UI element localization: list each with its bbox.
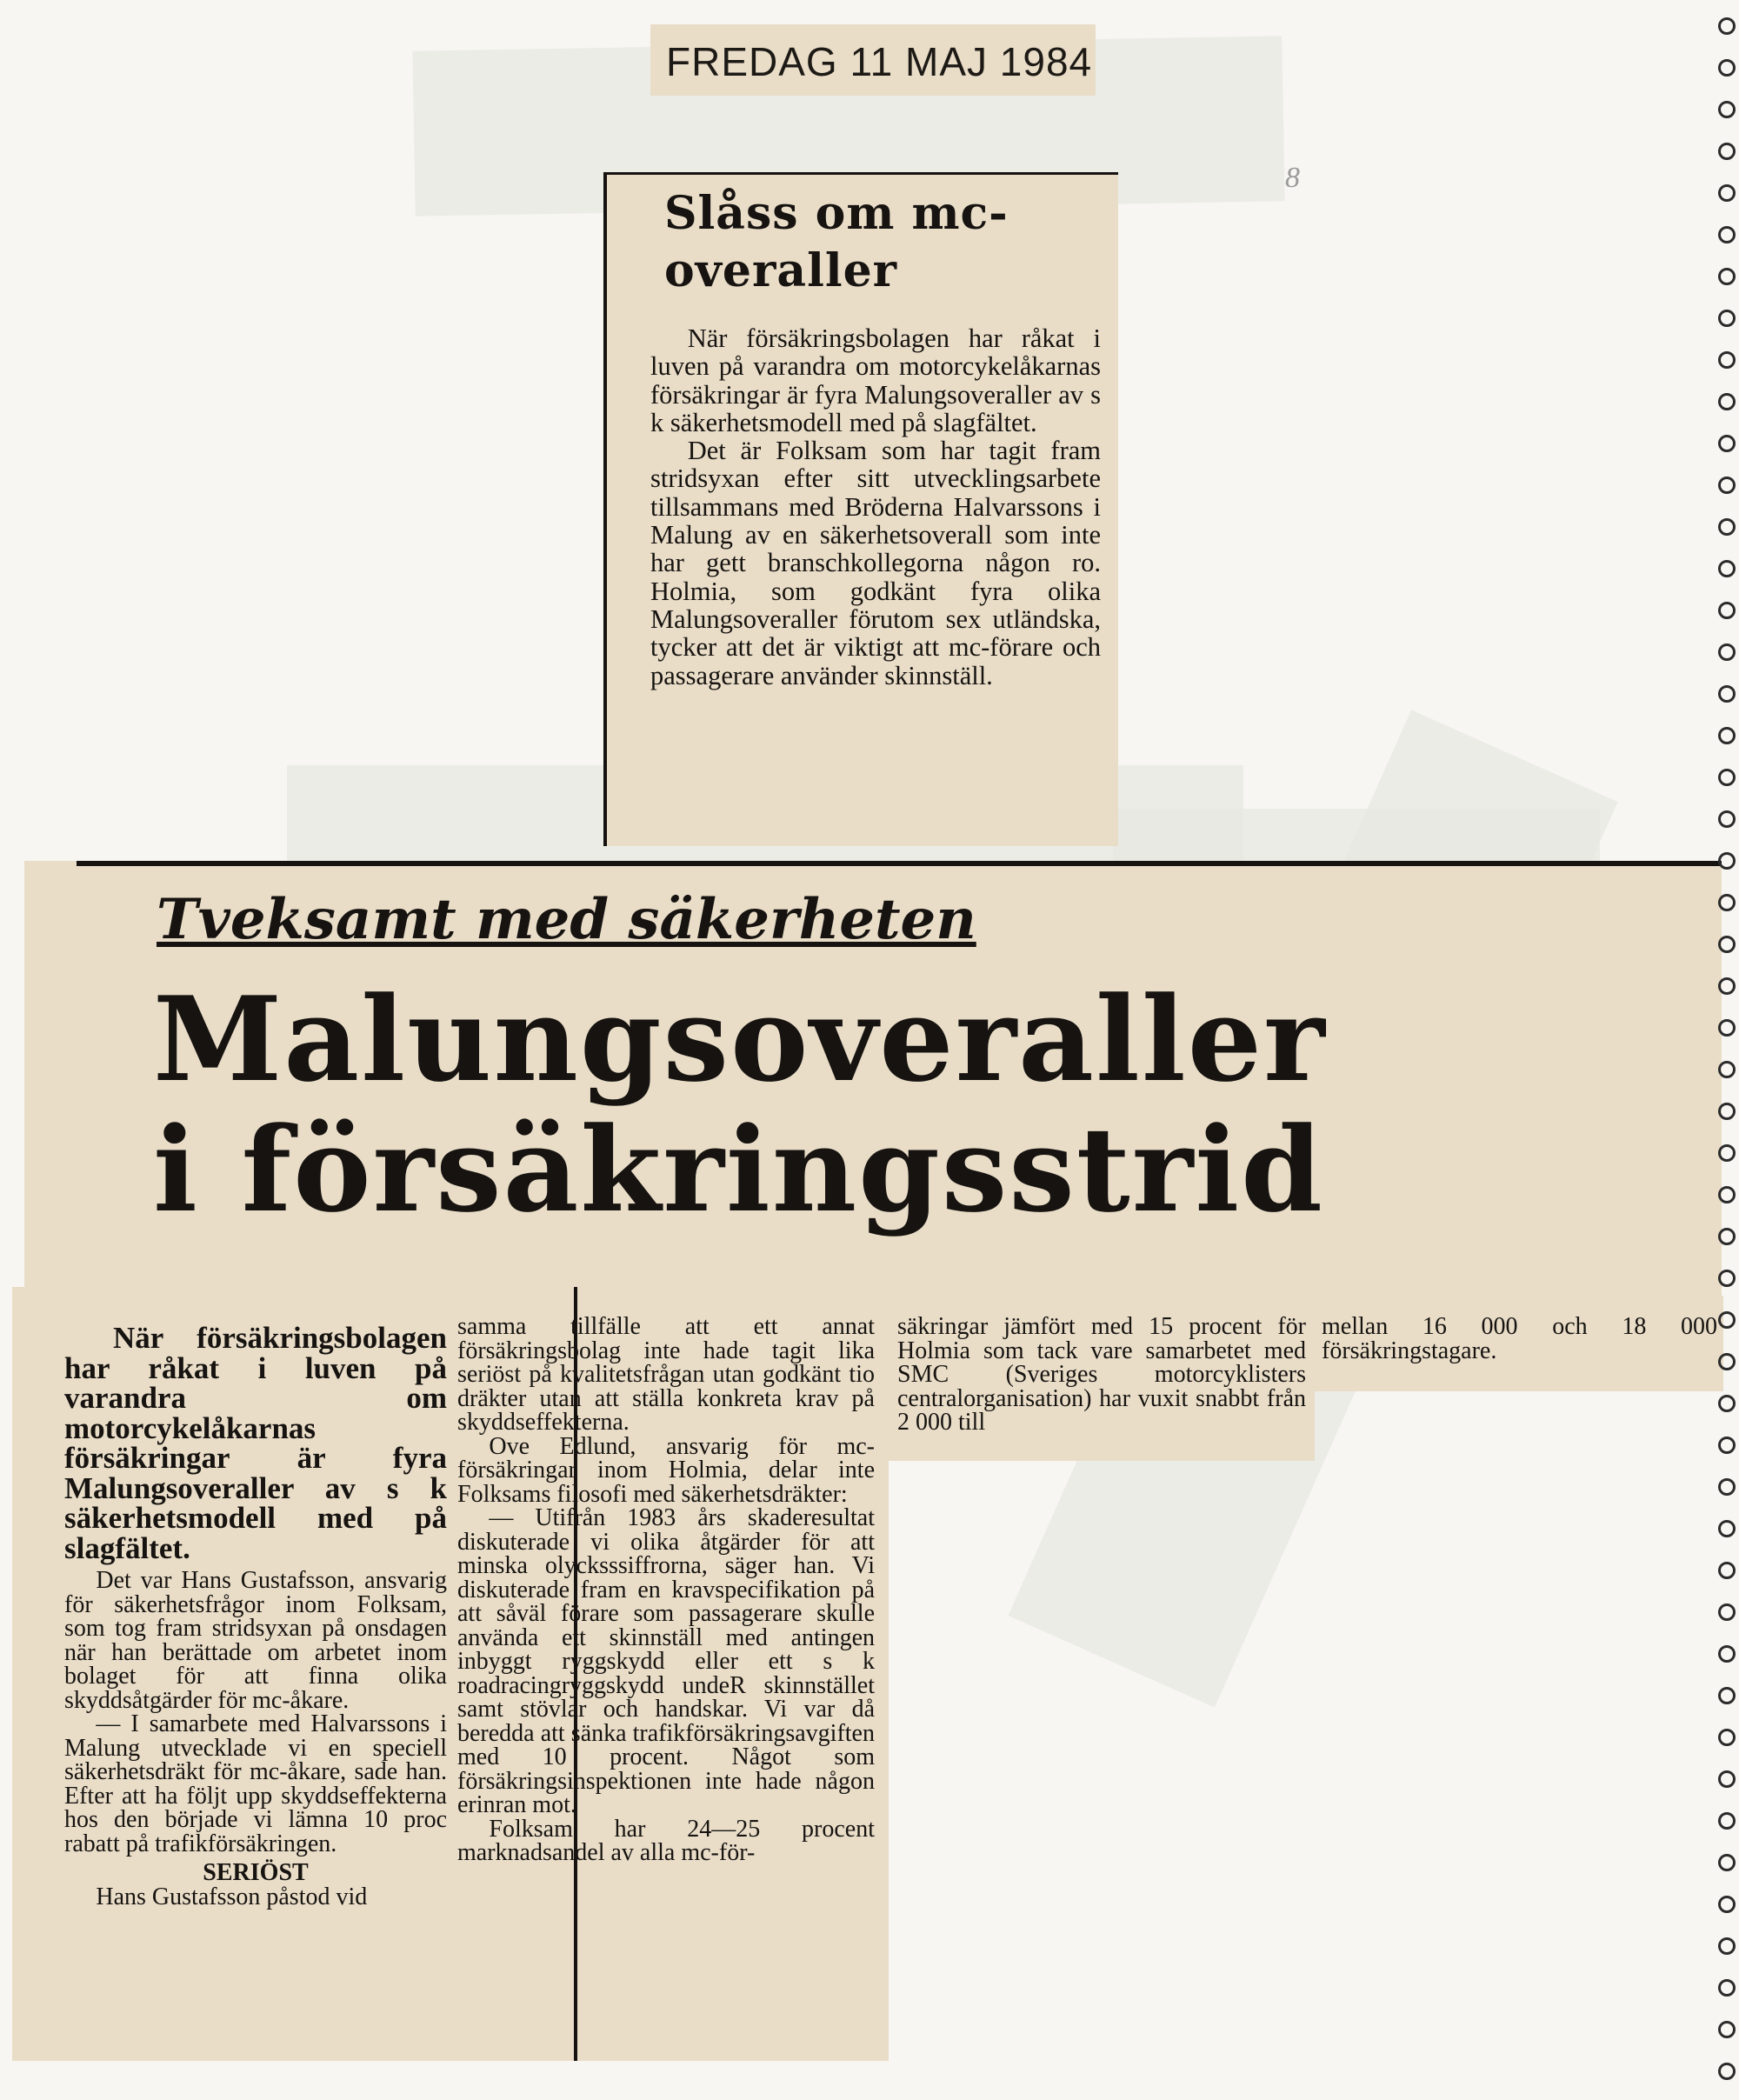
upper-article-clipping	[603, 172, 1118, 846]
binding-ring	[1718, 1311, 1736, 1329]
binding-ring	[1718, 1979, 1736, 1997]
binding-ring	[1718, 184, 1736, 202]
binding-ring	[1718, 936, 1736, 953]
binding-ring	[1718, 268, 1736, 285]
upper-article-paragraph: Det är Folksam som har tagit fram stridsyxan efter sitt utvecklingsarbete tillsammans med Bröderna Halvarssons i Malung av en säkerhetsoverall som inte har gett branschkollegorna någon ro. Holmia, som godkänt fyra olika Malungsoveraller förutom sex utländska, tycker att det är viktigt att mc-förare och passagerare använder skinnställ.	[650, 436, 1101, 690]
body-paragraph: — Utifrån 1983 års skaderesultat diskuterade vi olika åtgärder för att minska olycksssiffrorna, säger han. Vi diskuterade fram en kravspecifikation på att såväl förare som passagerare skulle använda ett skinnställ med antingen inbyggt ryggskydd eller ett s k roadracingryggskydd undeR skinnstället samt stövlar och handskar. Vi var då beredda att sänka trafikförsäkringsavgiften med 10 procent. Något som försäkringsinspektionen inte hade någon erinran mot.	[457, 1504, 875, 1818]
body-paragraph: Det var Hans Gustafsson, ansvarig för säkerhetsfrågor inom Folksam, som tog fram stridsyxan på onsdagen när han berättade om arbetet inom bolaget för att finna olika skyddsåtgärder för mc-åkare.	[64, 1567, 447, 1714]
binding-ring	[1718, 894, 1736, 911]
binding-ring	[1718, 1645, 1736, 1663]
upper-article-headline: Slåss om mc-overaller	[664, 187, 1009, 297]
binding-ring	[1718, 602, 1736, 619]
column-3	[897, 1315, 1306, 1435]
binding-ring	[1718, 2021, 1736, 2038]
binding-ring	[1718, 1562, 1736, 1579]
binding-ring	[1718, 477, 1736, 494]
binding-ring	[1718, 1603, 1736, 1621]
main-article-kicker: Tveksamt med säkerheten	[157, 887, 976, 952]
body-paragraph: säkringar jämfört med 15 procent för Holmia som tack vare samarbetet med SMC (Sveriges motorcyklisters centralorganisation) har vuxit snabbt från 2 000 till	[897, 1313, 1306, 1436]
binding-ring	[1718, 226, 1736, 243]
binding-ring	[1718, 1437, 1736, 1454]
binding-ring	[1718, 1937, 1736, 1955]
main-article-headline-clipping	[24, 861, 1722, 1296]
binding-ring	[1718, 435, 1736, 452]
binding-ring	[1718, 393, 1736, 410]
binding-ring	[1718, 1520, 1736, 1537]
binding-ring	[1718, 560, 1736, 577]
binding-ring	[1718, 1478, 1736, 1496]
binding-ring	[1718, 1186, 1736, 1203]
upper-article-paragraph: När försäkringsbolagen har råkat i luven på varandra om motorcykelåkarnas försäkringar är fyra Malungsoveraller av s k säkerhetsmodell med på slagfältet.	[650, 323, 1101, 437]
top-rule	[77, 861, 1722, 866]
binding-ring	[1718, 1770, 1736, 1788]
binding-ring	[1718, 685, 1736, 703]
publication-date: FREDAG 11 MAJ 1984	[666, 39, 1093, 84]
spiral-binding	[1713, 0, 1739, 2100]
main-article-headline	[153, 970, 1327, 1238]
binding-ring	[1718, 2063, 1736, 2080]
headline-line-2: i försäkringsstrid	[153, 1101, 1324, 1238]
binding-ring	[1718, 977, 1736, 995]
column-4	[1322, 1315, 1717, 1363]
headline-line-1: Malungsoveraller	[153, 970, 1327, 1108]
binding-ring	[1718, 101, 1736, 118]
main-article-columns	[12, 1287, 889, 2061]
binding-ring	[1718, 727, 1736, 744]
binding-ring	[1718, 1729, 1736, 1746]
binding-ring	[1718, 1228, 1736, 1245]
binding-ring	[1718, 852, 1736, 870]
binding-ring	[1718, 1812, 1736, 1830]
binding-ring	[1718, 1353, 1736, 1370]
subheading: SERIÖST	[203, 1859, 309, 1886]
binding-ring	[1718, 1061, 1736, 1078]
upper-article-body	[650, 324, 1101, 690]
binding-ring	[1718, 810, 1736, 828]
binding-ring	[1718, 1395, 1736, 1412]
binding-ring	[1718, 310, 1736, 327]
binding-ring	[1718, 1854, 1736, 1871]
binding-ring	[1718, 351, 1736, 369]
binding-ring	[1718, 1687, 1736, 1704]
column-2	[457, 1315, 875, 1865]
date-clipping	[650, 24, 1096, 96]
binding-ring	[1718, 1270, 1736, 1287]
column-1	[64, 1323, 447, 1909]
binding-ring	[1718, 59, 1736, 77]
page-number-mark: 8	[1285, 162, 1300, 194]
binding-ring	[1718, 17, 1736, 35]
body-paragraph: mellan 16 000 och 18 000 försäkringstagare.	[1322, 1313, 1717, 1364]
binding-ring	[1718, 769, 1736, 786]
body-paragraph: samma tillfälle att ett annat försäkringsbolag inte hade tagit lika seriöst på kvalitetsfrågan utan godkänt tio dräkter utan att ställa konkreta krav på skyddseffekterna.	[457, 1313, 875, 1436]
body-paragraph: Folksam har 24—25 procent marknadsandel av alla mc-för-	[457, 1815, 875, 1866]
body-paragraph: Hans Gustafsson påstod vid	[96, 1883, 368, 1910]
binding-ring	[1718, 643, 1736, 661]
body-paragraph: — I samarbete med Halvarssons i Malung utvecklade vi en speciell säkerhetsdräkt för mc-åkare, sade han. Efter att ha följt upp skyddseffekterna hos den började vi lämna 10 proc rabatt på trafikförsäkringen.	[64, 1710, 447, 1857]
body-paragraph: Ove Edlund, ansvarig för mc-försäkringar inom Holmia, delar inte Folksams filosofi med säkerhetsdräkter:	[457, 1432, 875, 1508]
binding-ring	[1718, 1144, 1736, 1162]
binding-ring	[1718, 1019, 1736, 1037]
binding-ring	[1718, 518, 1736, 536]
binding-ring	[1718, 1896, 1736, 1913]
binding-ring	[1718, 143, 1736, 160]
lead-paragraph: När försäkringsbolagen har råkat i luven på varandra om motorcykelåkarnas försäkringar är fyra Malungsoveraller av s k säkerhetsmodell med på slagfältet.	[64, 1321, 447, 1565]
binding-ring	[1718, 1103, 1736, 1120]
